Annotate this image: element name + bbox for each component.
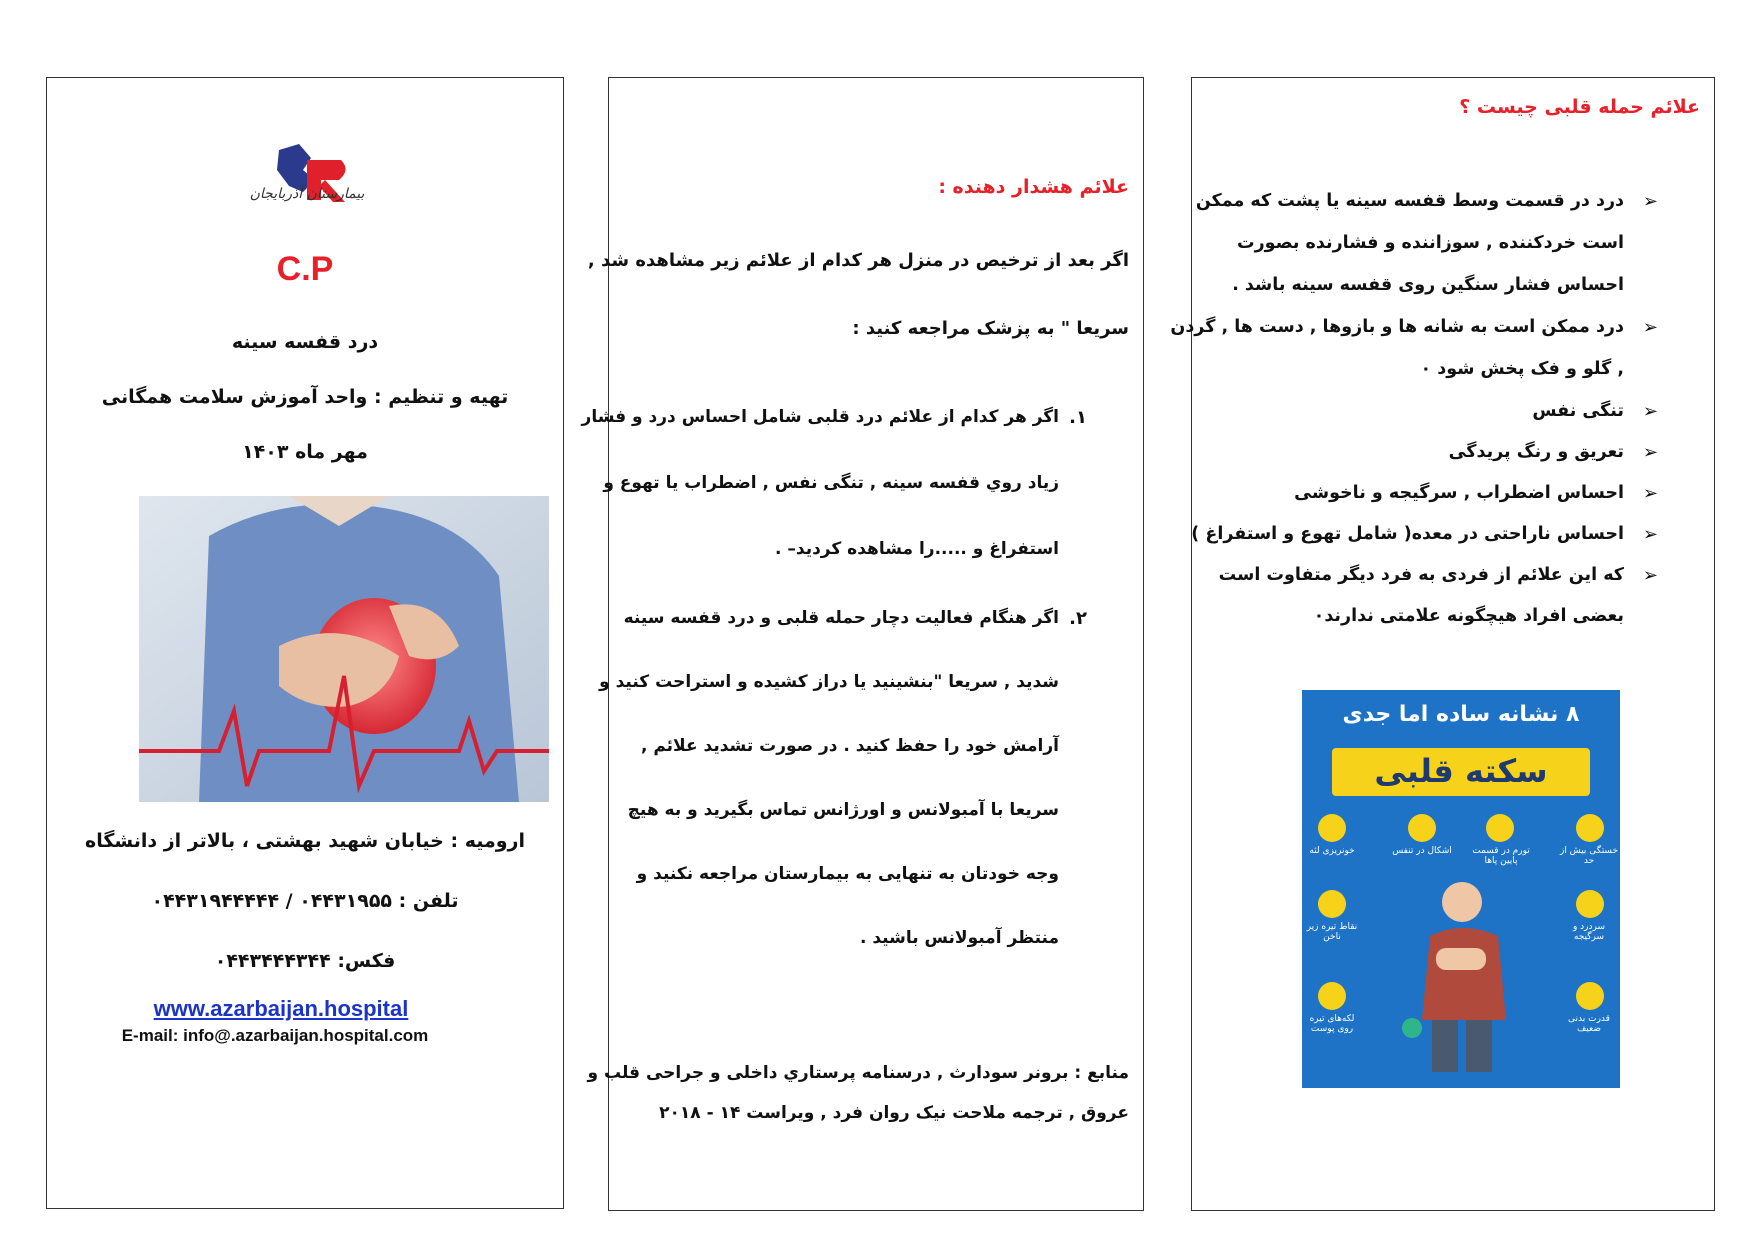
item-line: زیاد روي قفسه سینه , تنگی نفس , اضطراب یا تهوع و — [603, 473, 1059, 493]
email-address: E-mail: info@.azarbaijan.hospital.com — [121, 1026, 429, 1045]
checkmark-icon: ➢ — [1642, 524, 1658, 545]
intro-line: اگر بعد از ترخیص در منزل هر کدام از علائم زیر مشاهده شد , — [587, 250, 1129, 271]
poster-sign: لکه‌های تیره روی پوست — [1309, 1014, 1355, 1034]
checkmark-icon: ➢ — [1642, 191, 1658, 212]
poster-sign: خستگی بیش از حد — [1559, 846, 1619, 866]
bullet-line: احساس اضطراب , سرگیجه و ناخوشی — [1294, 483, 1624, 503]
poster-sign: قدرت بدنی ضعیف — [1568, 1014, 1610, 1034]
poster-sign: اشکال در تنفس — [1392, 846, 1452, 856]
checkmark-icon: ➢ — [1642, 442, 1658, 463]
checkmark-icon: ➢ — [1642, 317, 1658, 338]
checkmark-icon: ➢ — [1642, 565, 1658, 586]
subtitle: درد قفسه سینه — [231, 331, 379, 353]
bullet-line: تنگی نفس — [1532, 401, 1624, 421]
intro-line: سریعا " به پزشک مراجعه کنید : — [852, 318, 1129, 339]
poster-sign: نقاط تیره زیر ناخن — [1306, 922, 1358, 942]
item-line: اگر هر کدام از علائم درد قلبی شامل احساس درد و فشار — [581, 407, 1059, 427]
bullet-line: احساس فشار سنگین روی قفسه سینه باشد . — [1232, 275, 1624, 295]
warning-signs-title: علائم هشدار دهنده : — [938, 176, 1129, 198]
poster-sign: تورم در قسمت پایین پاها — [1472, 846, 1530, 866]
bullet-line: درد در قسمت وسط قفسه سینه یا پشت که ممکن — [1195, 191, 1624, 211]
poster-main-title: سکته قلبی — [1374, 752, 1548, 790]
address: ارومیه : خیابان شهید بهشتی ، بالاتر از دانشگاه — [84, 830, 525, 852]
poster-sign: سردرد و سرگیجه — [1572, 922, 1606, 942]
poster-top-title: ۸ نشانه ساده اما جدی — [1342, 702, 1580, 727]
heart-attack-signs-poster — [1302, 690, 1620, 1088]
website-link[interactable]: www.azarbaijan.hospital — [153, 996, 409, 1021]
bullet-line: درد ممکن است به شانه ها و بازوها , دست ها , گردن — [1170, 317, 1624, 337]
checkmark-icon: ➢ — [1642, 401, 1658, 422]
item-line: منتظر آمبولانس باشید . — [859, 928, 1059, 948]
sources-line: عروق , ترجمه ملاحت نیک روان فرد , ویراست ۱۴ - ۲۰۱۸ — [659, 1103, 1129, 1123]
bullet-line: احساس ناراحتی در معده( شامل تهوع و استفراغ ) — [1191, 524, 1624, 544]
bullet-line: است خردکننده , سوزاننده و فشارنده بصورت — [1237, 233, 1624, 253]
symptoms-title: علائم حمله قلبی چیست ؟ — [1459, 96, 1700, 118]
fax-number: فکس: ۰۴۴۳۴۴۴۳۴۴ — [214, 950, 396, 972]
bullet-line: تعریق و رنگ پریدگی — [1448, 442, 1624, 462]
cover-panel — [46, 77, 564, 1209]
item-line: وجه خودتان به تنهایی به بیمارستان مراجعه نکنید و — [636, 864, 1059, 884]
hospital-logo-icon — [259, 140, 369, 230]
checkmark-icon: ➢ — [1642, 483, 1658, 504]
poster-sign: خونریزی لثه — [1309, 846, 1355, 856]
item-line: آرامش خود را حفظ کنید . در صورت تشدید علائم , — [640, 736, 1059, 756]
prepared-by: تهیه و تنظیم : واحد آموزش سلامت همگانی — [101, 386, 509, 408]
item-line: شدید , سریعا "بنشینید یا دراز کشیده و استراحت کنید و — [599, 672, 1059, 692]
publish-date: مهر ماه ۱۴۰۳ — [242, 441, 368, 463]
chest-pain-photo — [139, 496, 549, 802]
bullet-line: بعضی افراد هیچگونه علامتی ندارند۰ — [1313, 606, 1624, 626]
sources-line: منابع : برونر سودارث , درسنامه پرستاري داخلی و جراحی قلب و — [587, 1063, 1129, 1083]
logo-text: بیمارستان آذربایجان — [249, 186, 365, 202]
item-line: اگر هنگام فعالیت دچار حمله قلبی و درد قفسه سینه — [623, 608, 1059, 628]
bullet-line: , گلو و فک پخش شود ۰ — [1420, 359, 1624, 379]
item-line: استفراغ و .....را مشاهده کردید– . — [775, 539, 1059, 559]
item-line: سریعا با آمبولانس و اورژانس تماس بگیرید و به هیچ — [627, 800, 1059, 820]
phone-number: تلفن : ۰۴۴۳۱۹۵۵ / ۰۴۴۳۱۹۴۴۴۴۴ — [151, 890, 459, 912]
symptoms-panel — [1170, 77, 1715, 1211]
item-number: ۱. — [1069, 407, 1087, 428]
warning-signs-panel — [581, 77, 1144, 1211]
item-number: ۲. — [1069, 608, 1087, 629]
bullet-line: که این علائم از فردی به فرد دیگر متفاوت است — [1218, 565, 1624, 585]
document-code: C.P — [276, 250, 334, 288]
